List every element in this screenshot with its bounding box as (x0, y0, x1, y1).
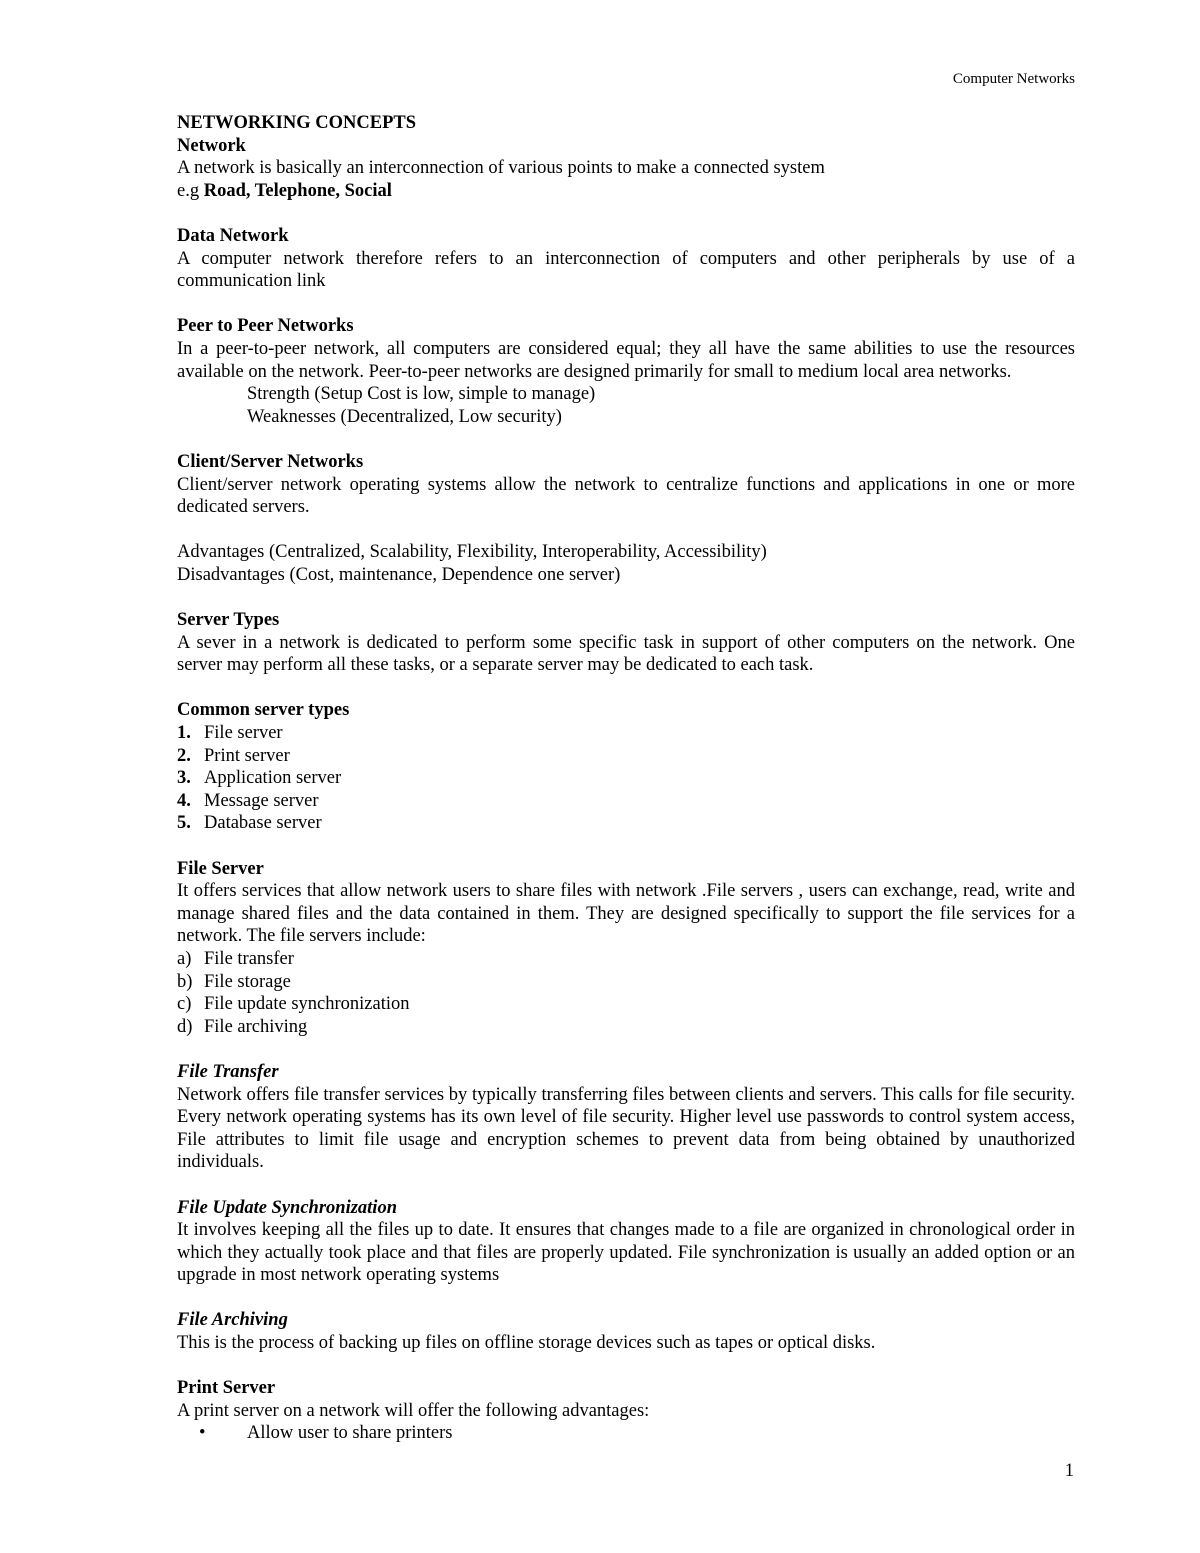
example-prefix: e.g (177, 180, 204, 201)
section-heading-client-server: Client/Server Networks (177, 451, 364, 472)
section-heading-file-update: File Update Synchronization (177, 1197, 397, 1218)
common-types-list (177, 722, 1075, 835)
page-number: 1 (1064, 1461, 1074, 1481)
client-server-disadvantages: Disadvantages (Cost, maintenance, Dependence one server) (177, 564, 621, 585)
file-transfer-text: Network offers file transfer services by typically transferring files between clients and servers. This calls for file security. Every network operating systems has its own level of file security. Higher level use passwords to control system access, File attributes to limit file usage and encryption schemes to prevent data from being obtained by unauthorized individuals. (177, 1084, 1075, 1173)
section-heading-server-types: Server Types (177, 610, 280, 631)
document-title: NETWORKING CONCEPTS (177, 113, 416, 133)
running-header: Computer Networks (952, 71, 1075, 87)
file-archiving-text: This is the process of backing up files on offline storage devices such as tapes or optical disks. (177, 1333, 876, 1354)
list-item: • Allow user to share printers (199, 1423, 453, 1444)
bullet-icon: • (199, 1423, 206, 1444)
section-heading-file-transfer: File Transfer (177, 1061, 279, 1082)
section-heading-network: Network (177, 135, 246, 156)
section-heading-print-server: Print Server (177, 1378, 276, 1399)
section-heading-file-server: File Server (177, 858, 264, 879)
network-text: A network is basically an interconnection of various points to make a connected system (177, 158, 825, 179)
file-server-text: It offers services that allow network users to share files with network .File servers , users can exchange, read, write and manage shared files and the data contained in them. They are designed specifically to support the file services for a network. The file servers include: (177, 881, 1075, 947)
print-server-list (177, 1422, 1075, 1445)
file-server-list (177, 948, 1075, 1038)
section-heading-data-network: Data Network (177, 225, 289, 246)
network-example (177, 180, 1075, 203)
print-server-text: A print server on a network will offer the following advantages: (177, 1400, 650, 1421)
list-item: a) File transfer (177, 948, 294, 969)
list-item: 5. Database server (177, 813, 322, 834)
section-heading-file-archiving: File Archiving (177, 1310, 288, 1331)
file-update-text: It involves keeping all the files up to date. It ensures that changes made to a file are organized in chronological order in which they actually took place and that files are properly updated. File synchronization is usually an added option or an upgrade in most network operating systems (177, 1220, 1075, 1286)
list-item: 1. File server (177, 723, 283, 744)
document-body (177, 112, 1075, 1445)
section-heading-p2p: Peer to Peer Networks (177, 316, 354, 337)
p2p-strength: Strength (Setup Cost is low, simple to manage) (247, 384, 596, 405)
list-item: 3. Application server (177, 768, 342, 789)
list-item: 2. Print server (177, 745, 290, 766)
server-types-text: A sever in a network is dedicated to perform some specific task in support of other computers on the network. One server may perform all these tasks, or a separate server may be dedicated to each task. (177, 632, 1075, 676)
list-item: b) File storage (177, 971, 291, 992)
client-server-advantages: Advantages (Centralized, Scalability, Flexibility, Interoperability, Accessibility) (177, 542, 767, 563)
data-network-text: A computer network therefore refers to an interconnection of computers and other peripherals by use of a communication link (177, 248, 1075, 292)
client-server-text: Client/server network operating systems allow the network to centralize functions and applications in one or more dedicated servers. (177, 474, 1075, 518)
list-item: 4. Message server (177, 790, 319, 811)
p2p-weakness: Weaknesses (Decentralized, Low security) (247, 406, 562, 427)
list-item: d) File archiving (177, 1016, 308, 1037)
list-item: c) File update synchronization (177, 994, 410, 1015)
section-heading-common-types: Common server types (177, 700, 350, 721)
p2p-text: In a peer-to-peer network, all computers are considered equal; they all have the same abilities to use the resources available on the network. Peer-to-peer networks are designed primarily for small to medium local area networks. (177, 338, 1075, 382)
example-values: Road, Telephone, Social (203, 180, 392, 201)
